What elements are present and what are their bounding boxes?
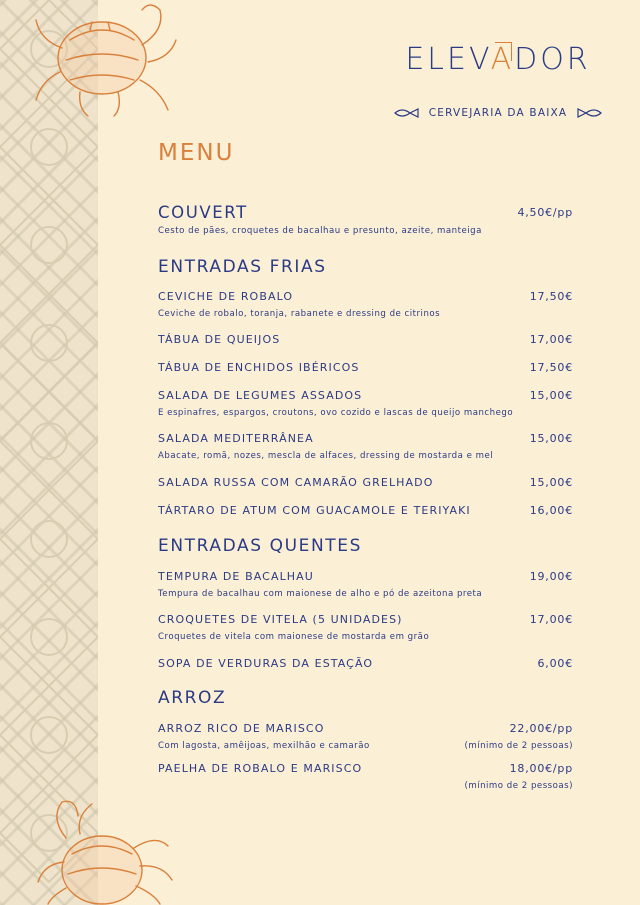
- item-name: SOPA DE VERDURAS DA ESTAÇÃO: [158, 657, 374, 670]
- menu-item: [158, 504, 573, 520]
- couvert-price: 4,50€/pp: [517, 206, 573, 219]
- item-minimum-note: (mínimo de 2 pessoas): [464, 741, 573, 751]
- item-price: 22,00€/pp: [509, 722, 573, 735]
- item-description: Com lagosta, amêijoas, mexilhão e camarão: [158, 741, 370, 751]
- item-name: TÁBUA DE ENCHIDOS IBÉRICOS: [158, 361, 360, 374]
- item-name: TÁBUA DE QUEIJOS: [158, 333, 281, 346]
- item-price: 6,00€: [537, 657, 573, 670]
- item-name: CROQUETES DE VITELA (5 UNIDADES): [158, 613, 403, 626]
- menu-title: MENU: [158, 140, 235, 166]
- menu-item: [158, 613, 573, 643]
- item-name: CEVICHE DE ROBALO: [158, 290, 294, 303]
- item-name: TEMPURA DE BACALHAU: [158, 570, 314, 583]
- brand-name-part2: DOR: [514, 42, 591, 77]
- menu-item: [158, 432, 573, 462]
- item-name: SALADA MEDITERRÂNEA: [158, 432, 314, 445]
- couvert-name: COUVERT: [158, 203, 248, 222]
- azulejo-tile-border: [0, 0, 98, 905]
- brand-name: [392, 40, 604, 80]
- item-name: SALADA DE LEGUMES ASSADOS: [158, 389, 363, 402]
- item-name: PAELHA DE ROBALO E MARISCO: [158, 762, 363, 775]
- menu-item: [158, 657, 573, 673]
- item-price: 17,00€: [529, 333, 573, 346]
- menu-item: [158, 570, 573, 600]
- item-price: 15,00€: [529, 476, 573, 489]
- section-title-entradas-quentes: ENTRADAS QUENTES: [158, 536, 363, 556]
- item-name: TÁRTARO DE ATUM COM GUACAMOLE E TERIYAKI: [158, 504, 471, 517]
- fish-icon: [576, 108, 602, 118]
- fish-icon: [394, 108, 420, 118]
- menu-item: [158, 333, 573, 349]
- item-minimum-note: (mínimo de 2 pessoas): [464, 781, 573, 791]
- item-price: 17,50€: [529, 361, 573, 374]
- item-description: Croquetes de vitela com maionese de mostarda em grão: [158, 632, 430, 642]
- menu-item: [158, 290, 573, 320]
- couvert-item: [158, 203, 573, 235]
- brand-subtitle: CERVEJARIA DA BAIXA: [428, 107, 568, 119]
- brand-name-accent-letter: A: [490, 42, 515, 77]
- item-price: 15,00€: [529, 432, 573, 445]
- menu-item: [158, 722, 573, 754]
- section-title-arroz: ARROZ: [158, 688, 227, 708]
- menu-item: [158, 476, 573, 492]
- brand-logo: [392, 40, 604, 125]
- item-name: SALADA RUSSA COM CAMARÃO GRELHADO: [158, 476, 434, 489]
- section-title-entradas-frias: ENTRADAS FRIAS: [158, 257, 327, 277]
- item-name: ARROZ RICO DE MARISCO: [158, 722, 325, 735]
- menu-item: [158, 389, 573, 419]
- item-description: Tempura de bacalhau com maionese de alho e pó de azeitona preta: [158, 589, 483, 599]
- menu-item: [158, 361, 573, 377]
- item-description: Abacate, romã, nozes, mescla de alfaces, dressing de mostarda e mel: [158, 451, 494, 461]
- brand-subtitle-row: [392, 104, 604, 122]
- crab-illustration-bottom: [36, 798, 176, 905]
- brand-name-part1: ELEV: [405, 42, 491, 77]
- item-price: 16,00€: [529, 504, 573, 517]
- item-price: 19,00€: [529, 570, 573, 583]
- item-price: 17,50€: [529, 290, 573, 303]
- item-price: 17,00€: [529, 613, 573, 626]
- item-description: E espinafres, espargos, croutons, ovo cozido e lascas de queijo manchego: [158, 408, 514, 418]
- item-price: 18,00€/pp: [509, 762, 573, 775]
- crab-illustration-top: [30, 0, 180, 118]
- menu-item: [158, 762, 573, 794]
- couvert-description: Cesto de pães, croquetes de bacalhau e presunto, azeite, manteiga: [158, 226, 482, 236]
- tile-pattern-graphic: [0, 0, 98, 905]
- item-description: Ceviche de robalo, toranja, rabanete e dressing de citrinos: [158, 309, 441, 319]
- item-price: 15,00€: [529, 389, 573, 402]
